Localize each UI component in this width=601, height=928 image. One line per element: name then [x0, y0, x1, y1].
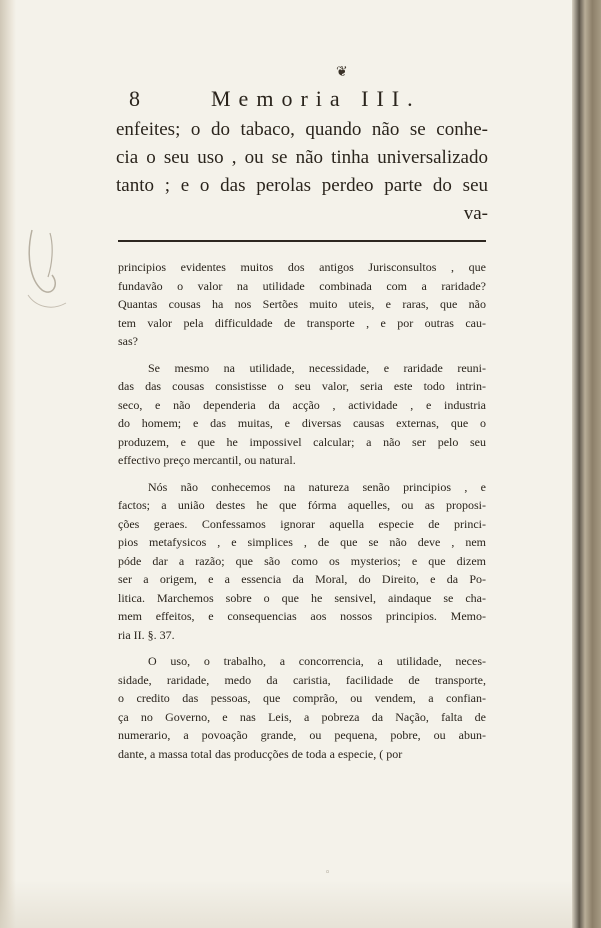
main-text — [116, 116, 488, 228]
footnote-line: Quantas cousas ha nos Sertões muito uteis, e raras, que não — [118, 297, 486, 311]
footnote-line: tem valor pela difficuldade de transporte , e por outras cau- — [118, 315, 486, 330]
body-line: va- — [463, 203, 488, 224]
running-title: Memoria III. — [211, 86, 421, 111]
footnote-line: ções geraes. Confessamos ignorar aquella especie de princi- — [118, 516, 486, 531]
footnote-line: mem effeitos, e consequencias aos nossos principios. Memo- — [118, 609, 486, 623]
paragraph-gap — [118, 644, 486, 652]
running-head — [129, 86, 421, 112]
footnote-line: seco, e não dependeria da acção , actividade , e industria — [118, 397, 486, 412]
ink-ornament-icon: ❦ — [336, 64, 348, 80]
footnote-line: do homem; e das muitas, e diversas causas externas, que o — [118, 416, 486, 430]
footnote-line: o credito das pessoas, que comprão, ou vendem, a confian- — [118, 691, 486, 705]
footnote-line: das das cousas consistisse o seu valor, seria este todo intrin- — [118, 379, 486, 393]
body-line: tanto ; e o das perolas perdeo parte do seu — [116, 175, 488, 196]
footnote-line: Se mesmo na utilidade, necessidade, e raridade reuni- — [148, 360, 486, 375]
page-gutter — [0, 0, 16, 928]
bottom-mark-icon: ◦ — [325, 868, 331, 878]
footnote-block — [118, 258, 486, 763]
footnote-line: ria II. §. 37. — [118, 627, 175, 642]
footnote-line: dante, a massa total das producções de toda a especie, ( por — [118, 746, 403, 761]
footnote-line: sas? — [118, 334, 138, 348]
book-edge — [572, 0, 601, 928]
footnote-line: póde dar a razão; que são como os mysterios; e que dizem — [118, 553, 486, 568]
body-line: enfeites; o do tabaco, quando não se conhe- — [116, 119, 488, 140]
page-number: 8 — [129, 86, 140, 111]
footnote-rule — [118, 240, 486, 242]
page-shadow — [0, 880, 572, 928]
footnote-line: ça no Governo, e nas Leis, a pobreza da Nação, falta de — [118, 709, 486, 724]
body-line: cia o seu uso , ou se não tinha universalizado — [116, 147, 488, 168]
footnote-line: principios evidentes muitos dos antigos Jurisconsultos , que — [118, 260, 486, 274]
footnote-line: O uso, o trabalho, a concorrencia, a utilidade, neces- — [148, 654, 486, 668]
footnote-line: pios metafysicos , e simplices , de que se não deve , nem — [118, 535, 486, 549]
pencil-marks — [22, 225, 82, 315]
paragraph-gap — [118, 470, 486, 478]
footnote-line: factos; a união destes he que fórma aquelles, ou as proposi- — [118, 498, 486, 512]
footnote-line: litica. Marchemos sobre o que he sensivel, aindaque se cha- — [118, 590, 486, 605]
footnote-line: ser a origem, e a essencia da Moral, do Direito, e da Po- — [118, 572, 486, 586]
footnote-line: Nós não conhecemos na natureza senão principios , e — [148, 479, 486, 494]
footnote-line: produzem, e que he impossivel calcular; a não ser pelo seu — [118, 434, 486, 449]
footnote-line: effectivo preço mercantil, ou natural. — [118, 453, 296, 467]
paragraph-gap — [118, 351, 486, 359]
footnote-line: sidade, raridade, medo da caristia, facilidade de transporte, — [118, 672, 486, 687]
footnote-line: fundavão o valor na utilidade combinada com a raridade? — [118, 278, 486, 293]
footnote-line: numerario, a povoação grande, ou pequena, pobre, ou abun- — [118, 728, 486, 742]
